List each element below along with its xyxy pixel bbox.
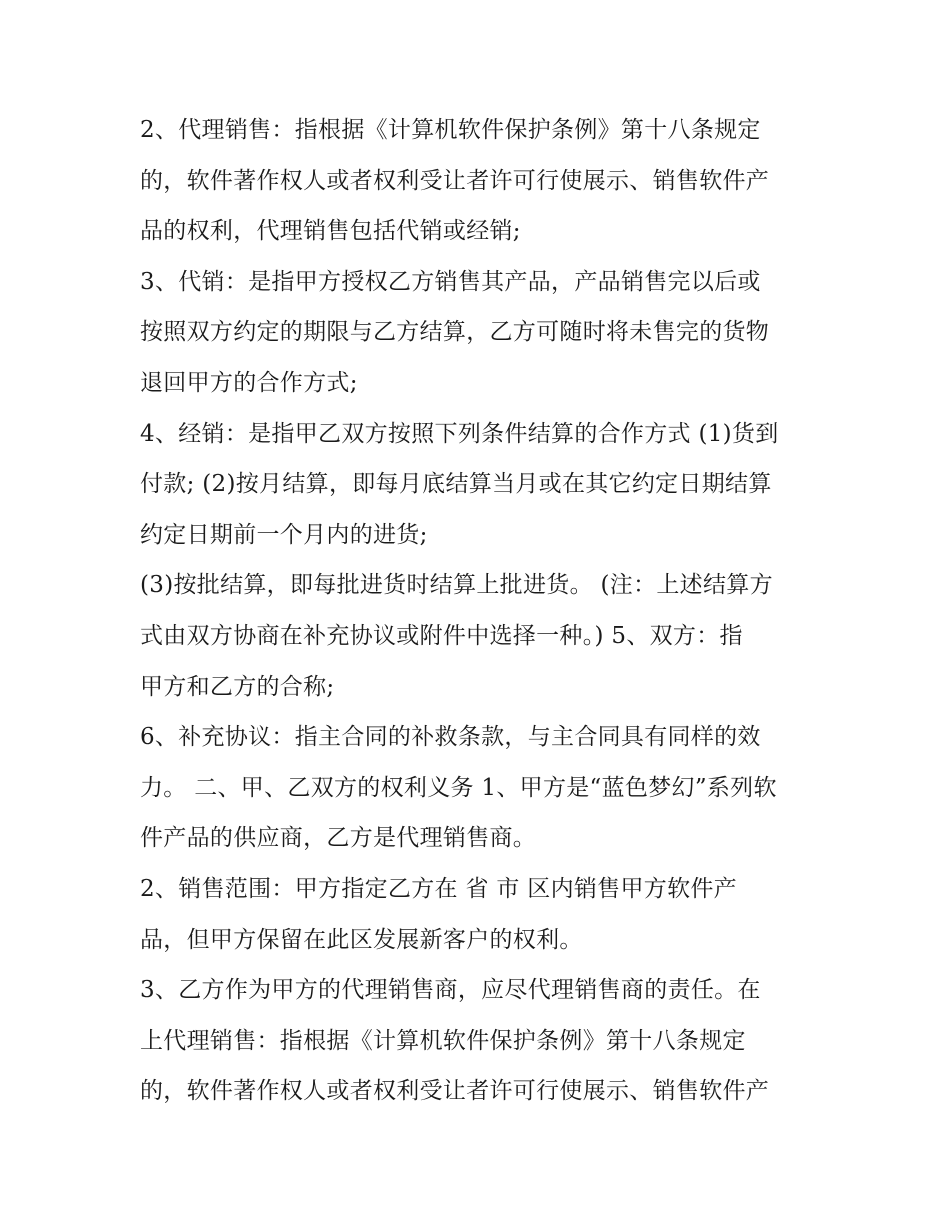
text-line: 品，但甲方保留在此区发展新客户的权利。 bbox=[140, 926, 583, 953]
text-line: 6、补充协议：指主合同的补救条款，与主合同具有同样的效 bbox=[140, 724, 761, 751]
text-line: 的，软件著作权人或者权利受让者许可行使展示、销售软件产 bbox=[140, 1078, 770, 1105]
document-body bbox=[140, 105, 820, 1117]
text-line: 品的权利，代理销售包括代销或经销; bbox=[140, 218, 521, 245]
text-line: 付款; (2)按月结算，即每月底结算当月或在其它约定日期结算 bbox=[140, 471, 772, 498]
text-line: 4、经销：是指甲乙双方按照下列条件结算的合作方式 (1)货到 bbox=[140, 420, 779, 447]
text-line: 按照双方约定的期限与乙方结算，乙方可随时将未售完的货物 bbox=[140, 319, 770, 346]
text-line: 甲方和乙方的合称; bbox=[140, 673, 335, 700]
text-line: 上代理销售：指根据《计算机软件保护条例》第十八条规定 bbox=[140, 1027, 746, 1054]
text-line: (3)按批结算，即每批进货时结算上批进货。 (注：上述结算方 bbox=[140, 572, 773, 599]
text-line: 3、代销：是指甲方授权乙方销售其产品，产品销售完以后或 bbox=[140, 268, 761, 295]
text-line: 2、销售范围：甲方指定乙方在 省 市 区内销售甲方软件产 bbox=[140, 875, 737, 902]
text-line: 2、代理销售：指根据《计算机软件保护条例》第十八条规定 bbox=[140, 117, 761, 143]
text-line: 的，软件著作权人或者权利受让者许可行使展示、销售软件产 bbox=[140, 167, 770, 194]
text-line: 件产品的供应商，乙方是代理销售商。 bbox=[140, 825, 537, 852]
text-line: 式由双方协商在补充协议或附件中选择一种。) 5、双方：指 bbox=[140, 622, 743, 649]
text-line: 3、乙方作为甲方的代理销售商，应尽代理销售商的责任。在 bbox=[140, 977, 761, 1004]
text-line: 约定日期前一个月内的进货; bbox=[140, 521, 428, 548]
text-line: 退回甲方的合作方式; bbox=[140, 369, 358, 396]
text-line: 力。 二、甲、乙双方的权利义务 1、甲方是“蓝色梦幻”系列软 bbox=[140, 774, 777, 801]
